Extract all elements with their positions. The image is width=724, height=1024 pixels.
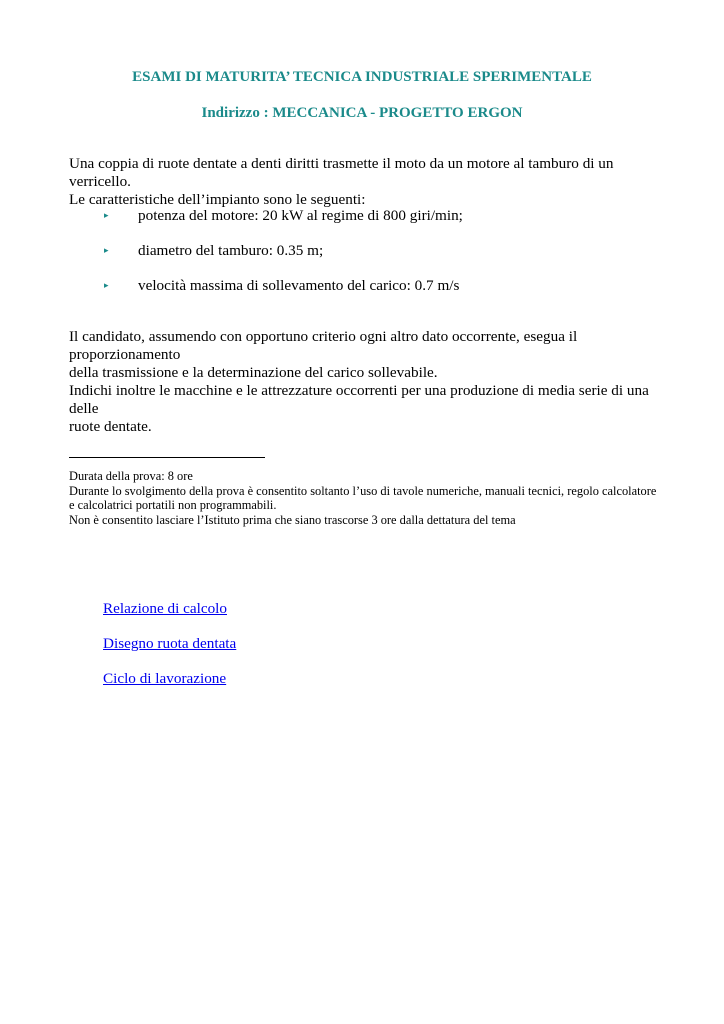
page-subtitle: Indirizzo : MECCANICA - PROGETTO ERGON [201,105,523,121]
task-line: della trasmissione e la determinazione del carico sollevabile. [69,364,438,381]
footnote-line: Durata della prova: 8 ore [69,469,193,483]
footnote [69,469,669,527]
link-relazione-di-calcolo[interactable]: Relazione di calcolo [103,600,227,617]
intro-line: Le caratteristiche dell’impianto sono le seguenti: [69,191,366,208]
task-line: Indichi inoltre le macchine e le attrezzature occorrenti per una produzione di media serie di una delle [69,382,649,417]
list-item [104,241,323,260]
bullet-arrow-icon: ▸ [104,245,109,255]
list-item [104,276,459,295]
footnote-line: Durante lo svolgimento della prova è consentito soltanto l’uso di tavole numeriche, manuali tecnici, regolo calcolatore [69,483,657,498]
list-item-text: diametro del tamburo: 0.35 m; [138,242,324,259]
link-disegno-ruota-dentata[interactable]: Disegno ruota dentata [103,635,237,652]
bullet-arrow-icon: ▸ [104,210,109,220]
list-item-text: potenza del motore: 20 kW al regime di 800 giri/min; [138,207,463,224]
list-item [104,206,463,225]
task-paragraph [69,328,669,436]
task-line: Il candidato, assumendo con opportuno criterio ogni altro dato occorrente, esegua il proporzionamento [69,328,578,363]
intro-line: Una coppia di ruote dentate a denti diritti trasmette il moto da un motore al tamburo di un verricello. [69,155,614,190]
link-ciclo-di-lavorazione[interactable]: Ciclo di lavorazione [103,670,227,687]
footnote-divider [69,457,265,458]
task-line: ruote dentate. [69,418,152,435]
footnote-line: Non è consentito lasciare l’Istituto prima che siano trascorse 3 ore dalla dettatura del tema [69,512,516,527]
intro-paragraph [69,155,669,209]
footnote-line: e calcolatrici portatili non programmabili. [69,498,277,513]
list-item-text: velocità massima di sollevamento del carico: 0.7 m/s [138,277,460,294]
bullet-arrow-icon: ▸ [104,280,109,290]
page-title: ESAMI DI MATURITA’ TECNICA INDUSTRIALE SPERIMENTALE [132,69,592,85]
